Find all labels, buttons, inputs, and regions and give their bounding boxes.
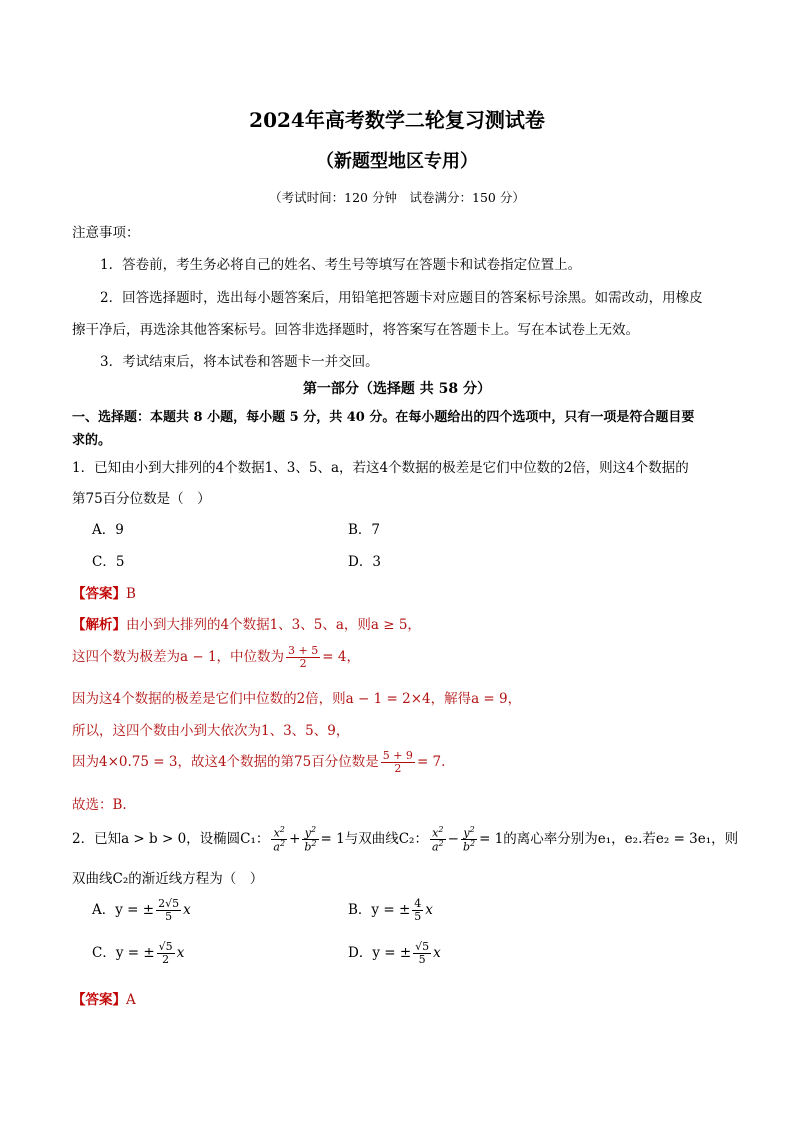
- part1-heading: 第一部分（选择题 共 58 分）: [302, 381, 492, 397]
- q2-option-c: [92, 941, 184, 966]
- q2-stem-part: 的离心率分别为e₁，e₂.若e₂ = 3e₁，则: [503, 831, 739, 848]
- note-3: 3．考试结束后，将本试卷和答题卡一并交回。: [100, 354, 379, 370]
- q2-option-a: [92, 898, 191, 923]
- variable-x: x: [425, 902, 433, 918]
- numerator: √5: [158, 940, 173, 954]
- note-2b: 擦干净后，再选涂其他答案标号。回答非选择题时，将答案写在答题卡上。写在本试卷上无效。: [72, 322, 639, 338]
- ellipse-term-x: $\frac{x^2}{a^2}$: [273, 825, 286, 854]
- q2-option-d: [348, 941, 441, 966]
- numerator: 5 + 9: [382, 749, 413, 763]
- analysis-text: = 4，: [322, 649, 360, 665]
- q1-answer: [72, 582, 136, 602]
- q1-analysis-line3: 因为这4个数据的极差是它们中位数的2倍，则a − 1 = 2×4，解得a = 9，: [72, 691, 522, 707]
- option-prefix: A．y = ±: [92, 902, 155, 918]
- denominator: 5: [418, 953, 426, 966]
- numerator: 4: [414, 897, 422, 911]
- q1-analysis-line6: 故选：B.: [72, 797, 127, 813]
- q1-stem-line1: 1．已知由小到大排列的4个数据1、3、5、a，若这4个数据的极差是它们中位数的2倍，则这4个数据的: [72, 460, 689, 476]
- fraction: [412, 898, 423, 922]
- answer-value: B: [126, 586, 136, 602]
- denominator: 5: [414, 910, 422, 923]
- q1-option-b: B．7: [348, 522, 381, 538]
- numerator: √5: [415, 940, 430, 954]
- q1-stem-line2: 第75百分位数是（ ）: [72, 491, 211, 507]
- numerator: 2√5: [158, 897, 180, 911]
- note-1: 1．答卷前，考生务必将自己的姓名、考生号等填写在答题卡和试卷指定位置上。: [100, 257, 582, 273]
- option-prefix: B．y = ±: [348, 902, 411, 918]
- q2-stem-line2: 双曲线C₂的渐近线方程为（ ）: [72, 871, 264, 887]
- analysis-text: 因为4×0.75 = 3，故这4个数据的第75百分位数是: [72, 754, 379, 770]
- fraction: [413, 941, 431, 965]
- exam-info: （考试时间：120 分钟 试卷满分：150 分）: [269, 190, 525, 205]
- denominator: 2: [299, 657, 307, 670]
- part1-instruction-a: 一、选择题：本题共 8 小题，每小题 5 分，共 40 分。在每小题给出的四个选项中，只有一项是符合题目要: [72, 410, 695, 425]
- q1-analysis-line4: 所以，这四个数由小到大依次为1、3、5、9，: [72, 723, 350, 739]
- note-2a: 2．回答选择题时，选出每小题答案后，用铅笔把答题卡对应题目的答案标号涂黑。如需改动，用橡皮: [100, 290, 703, 306]
- q2-stem-part: 与双曲线C₂：: [344, 831, 428, 848]
- fraction: [381, 750, 415, 774]
- ellipse-term-y: $\frac{y^2}{b^2}$: [304, 825, 317, 854]
- fraction: [157, 941, 175, 965]
- variable-x: x: [183, 902, 191, 918]
- q1-analysis-line5: [72, 750, 445, 775]
- answer-tag: 【答案】: [72, 992, 126, 1008]
- q1-option-d: D．3: [348, 554, 381, 570]
- analysis-text: 这四个数为极差为a − 1，中位数为: [72, 649, 285, 665]
- q1-option-c: C．5: [92, 554, 125, 570]
- fraction: [156, 898, 181, 922]
- numerator: 3 + 5: [288, 644, 319, 658]
- option-prefix: C．y = ±: [92, 945, 155, 961]
- variable-x: x: [433, 945, 441, 961]
- notes-heading: 注意事项：: [72, 225, 140, 241]
- answer-tag: 【答案】: [72, 586, 126, 602]
- analysis-tag: 【解析】: [72, 617, 126, 633]
- q1-option-a: A．9: [92, 522, 124, 538]
- denominator: 2: [394, 762, 402, 775]
- q1-analysis-line2: [72, 645, 360, 670]
- hyperbola-term-x: $\frac{x^2}{a^2}$: [431, 825, 444, 854]
- q2-stem-part: 2．已知a > b > 0，设椭圆C₁：: [72, 831, 270, 848]
- option-prefix: D．y = ±: [348, 945, 412, 961]
- hyperbola-term-y: $\frac{y^2}{b^2}$: [462, 825, 476, 854]
- q2-stem-line1: 2．已知a > b > 0，设椭圆C₁： $\frac{x^2}{a^2}$ + $\frac{y^2}{b^2}$ = 1与双曲线C₂： $\frac{x^2}{a^2}$ − $\frac{y^2}{b^2}$ = 1的离心率分别为e₁，e₂.若e₂ = 3e₁，则: [72, 825, 739, 854]
- exam-title: 2024年高考数学二轮复习测试卷: [249, 108, 545, 132]
- denominator: 2: [162, 953, 170, 966]
- variable-x: x: [176, 945, 185, 961]
- part1-instruction-b: 求的。: [72, 433, 112, 448]
- q2-answer: [72, 988, 136, 1008]
- denominator: 5: [165, 910, 173, 923]
- answer-value: A: [126, 992, 136, 1008]
- exam-subtitle: （新题型地区专用）: [316, 151, 478, 172]
- fraction: [286, 645, 320, 669]
- analysis-text: 由小到大排列的4个数据1、3、5、a，则a ≥ 5，: [126, 617, 421, 633]
- analysis-text: = 7.: [416, 754, 446, 770]
- q1-analysis-line1: [72, 613, 421, 633]
- q2-option-b: [348, 898, 433, 923]
